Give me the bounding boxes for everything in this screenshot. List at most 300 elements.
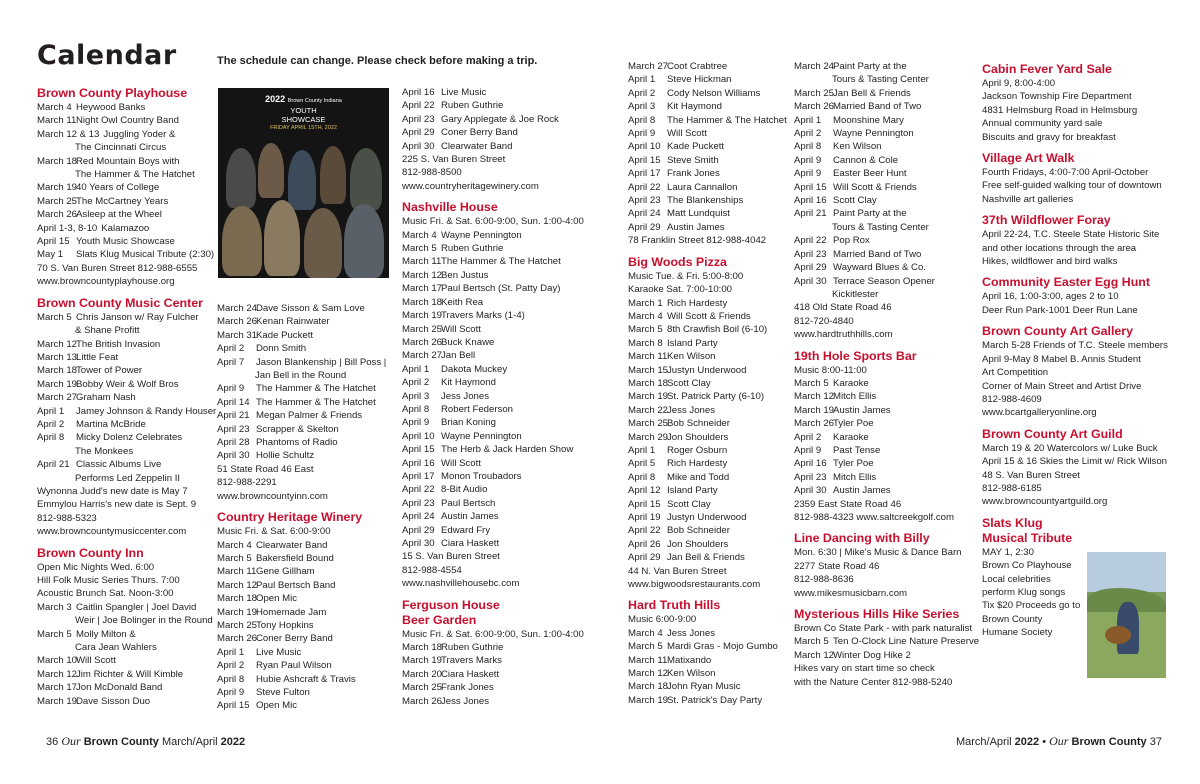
event-title: Brian Koning xyxy=(441,417,496,429)
event-row xyxy=(217,396,397,409)
event-date: April 14 xyxy=(217,396,250,408)
event-continuation: Tours & Tasting Center xyxy=(832,221,929,233)
event-date: March 12 xyxy=(37,668,77,680)
event-row xyxy=(37,364,212,377)
event-continuation: The Monkees xyxy=(75,445,134,457)
event-continuation: Kickitlester xyxy=(832,288,879,300)
event-date: March 19 xyxy=(628,391,668,403)
event-date: March 5 xyxy=(628,641,663,653)
event-title: Youth Music Showcase xyxy=(76,236,175,248)
event-date: March 12 xyxy=(794,649,834,661)
event-title: Gene Gillham xyxy=(256,566,315,578)
event-row xyxy=(794,248,974,261)
event-row xyxy=(628,511,788,524)
event-title: Martina McBride xyxy=(76,418,146,430)
event-row xyxy=(794,127,974,140)
event-date: April 22 xyxy=(402,484,435,496)
event-date: April 16 xyxy=(402,457,435,469)
event-row xyxy=(628,471,788,484)
venue-detail: 812-988-8500 xyxy=(402,167,462,179)
poster-title: YOUTH SHOWCASE xyxy=(281,106,326,124)
event-date: April 9 xyxy=(217,686,245,698)
calendar-column-1 xyxy=(37,86,217,708)
event-date: March 12 xyxy=(628,668,668,680)
event-row xyxy=(37,128,212,141)
event-date: April 22 xyxy=(628,181,661,193)
separator: • xyxy=(1042,736,1047,748)
event-title: Easter Beer Hunt xyxy=(833,168,907,180)
event-date: March 25 xyxy=(217,619,257,631)
venue-detail: 48 S. Van Buren Street xyxy=(982,469,1080,481)
event-row xyxy=(794,261,974,274)
event-title: Cannon & Cole xyxy=(833,154,899,166)
event-row xyxy=(794,377,974,390)
event-title: St. Patrick's Day Party xyxy=(667,694,763,706)
event-date: April 29 xyxy=(794,262,827,274)
calendar-column-3 xyxy=(402,86,587,708)
venue-detail: Karaoke Sat. 7:00-10:00 xyxy=(628,284,733,296)
event-date: March 5 xyxy=(37,311,72,323)
event-row xyxy=(217,423,397,436)
event-date: March 12 xyxy=(402,269,442,281)
event-title: Jim Richter & Will Kimble xyxy=(76,668,184,680)
event-title: Karaoke xyxy=(833,431,869,443)
event-title: Wayward Blues & Co. xyxy=(833,262,926,274)
event-date: March 26 xyxy=(402,695,442,707)
venue-detail: Fourth Fridays, 4:00-7:00 April-October xyxy=(982,167,1149,179)
event-date: April 28 xyxy=(217,437,250,449)
event-date: March 11 xyxy=(37,115,77,127)
event-title: Jess Jones xyxy=(441,390,489,402)
event-title: Matixando xyxy=(667,654,712,666)
event-title: Kit Haymond xyxy=(667,101,722,113)
event-date: March 11 xyxy=(402,256,442,268)
event-date: April 8 xyxy=(402,403,430,415)
event-date: March 5 xyxy=(402,243,437,255)
event-title: Moonshine Mary xyxy=(833,114,904,126)
event-continuation: & Shane Profitt xyxy=(75,325,140,337)
event-date: April 9 xyxy=(794,154,822,166)
event-row xyxy=(628,680,788,693)
event-title: Island Party xyxy=(667,337,718,349)
event-row xyxy=(217,632,397,645)
event-row xyxy=(794,154,974,167)
venue-detail: with the Nature Center 812-988-5240 xyxy=(794,676,953,688)
event-title: Island Party xyxy=(667,485,718,497)
venue-detail: www.mikesmusicbarn.com xyxy=(794,587,908,599)
event-title: Monon Troubadors xyxy=(441,470,522,482)
venue-detail: Emmylou Harris's new date is Sept. 9 xyxy=(37,499,197,511)
venue-detail: Music Tue. & Fri. 5:00-8:00 xyxy=(628,270,744,282)
event-title: Tyler Poe xyxy=(833,458,874,470)
event-row xyxy=(794,207,974,220)
venue-detail: 78 Franklin Street 812-988-4042 xyxy=(628,235,767,247)
event-date: April 8 xyxy=(37,432,65,444)
venue-detail: Brown Co Playhouse xyxy=(982,560,1072,572)
venue-detail: 812-988-4554 xyxy=(402,564,462,576)
event-row xyxy=(37,155,212,168)
event-title: Rich Hardesty xyxy=(667,297,728,309)
event-title: Will Scott xyxy=(441,457,481,469)
venue-detail: March 5-28 Friends of T.C. Steele members xyxy=(982,340,1168,352)
venue-detail: April 9-May 8 Mabel B. Annis Student xyxy=(982,353,1141,365)
event-title: Bob Schneider xyxy=(667,418,730,430)
event-title: The Blankenships xyxy=(667,195,744,207)
venue-detail: 51 State Road 46 East xyxy=(217,463,314,475)
venue-detail: Hikes vary on start time so check xyxy=(794,663,935,675)
venue-detail: www.nashvillehousebc.com xyxy=(402,578,520,590)
event-row xyxy=(628,431,788,444)
event-row xyxy=(37,195,212,208)
event-row xyxy=(37,248,215,261)
venue-detail: Free self-guided walking tour of downtown xyxy=(982,180,1162,192)
event-title: Jess Jones xyxy=(667,404,715,416)
venue-detail: Humane Society xyxy=(982,627,1053,639)
event-date: March 17 xyxy=(37,682,77,694)
event-date: March 5 xyxy=(37,628,72,640)
event-row xyxy=(217,673,397,686)
event-date: March 4 xyxy=(402,229,437,241)
event-row xyxy=(628,667,788,680)
event-date: March 27 xyxy=(402,350,442,362)
venue-detail: www.countryheritagewinery.com xyxy=(402,180,539,192)
event-date: April 21 xyxy=(37,459,70,471)
event-title: Clearwater Band xyxy=(441,140,513,152)
event-row xyxy=(628,377,788,390)
event-title: Scott Clay xyxy=(833,195,877,207)
musician-figure xyxy=(226,148,256,208)
event-row xyxy=(37,681,212,694)
event-date: April 1 xyxy=(628,444,656,456)
event-row xyxy=(402,403,587,416)
venue-detail: 2359 East State Road 46 xyxy=(794,498,902,510)
event-row xyxy=(402,457,587,470)
event-date: April 2 xyxy=(217,343,245,355)
event-title: Laura Cannallon xyxy=(667,181,738,193)
event-date: April 2 xyxy=(217,660,245,672)
event-row xyxy=(217,449,397,462)
event-row xyxy=(794,471,974,484)
issue-month: March/April xyxy=(161,736,218,748)
event-row xyxy=(217,436,397,449)
venue-detail: and other locations through the area xyxy=(982,242,1137,254)
event-row xyxy=(628,417,788,430)
event-date: March 18 xyxy=(37,155,77,167)
event-row xyxy=(794,484,974,497)
venue-detail: Music Fri. & Sat. 6:00-9:00, Sun. 1:00-4:00 xyxy=(402,216,584,228)
event-title: Paul Bertsch xyxy=(441,497,496,509)
event-title: St. Patrick Party (6-10) xyxy=(667,391,765,403)
event-row xyxy=(37,378,212,391)
event-date: April 5 xyxy=(628,458,656,470)
event-row xyxy=(402,363,587,376)
event-title: Jan Bell & Friends xyxy=(667,552,745,564)
schedule-notice: The schedule can change. Please check before making a trip. xyxy=(217,55,538,67)
event-row xyxy=(628,127,788,140)
event-date: March 1 xyxy=(628,297,663,309)
event-title: Past Tense xyxy=(833,444,881,456)
event-date: March 5 xyxy=(794,377,829,389)
event-date: March 18 xyxy=(628,681,668,693)
event-row xyxy=(628,221,788,234)
event-title: Jon McDonald Band xyxy=(76,682,163,694)
event-row xyxy=(217,302,397,315)
event-row xyxy=(628,484,788,497)
event-row xyxy=(37,338,212,351)
event-date: March 4 xyxy=(37,102,72,113)
event-date: April 3 xyxy=(402,390,430,402)
venue-detail: 70 S. Van Buren Street 812-988-6555 xyxy=(37,262,198,274)
event-row xyxy=(402,430,587,443)
event-date: March 19 xyxy=(402,310,442,322)
venue-detail: Music 8:00-11:00 xyxy=(794,364,867,376)
event-title: Will Scott & Friends xyxy=(667,310,751,322)
event-title: Open Mic xyxy=(256,700,298,712)
event-date: April 15 xyxy=(628,154,661,166)
venue-detail: Art Competition xyxy=(982,367,1049,379)
venue-detail: Hikes, wildflower and bird walks xyxy=(982,256,1118,268)
venue-detail: Music 6:00-9:00 xyxy=(628,614,697,626)
event-date: April 21 xyxy=(217,410,250,422)
event-title: Dave Sisson & Sam Love xyxy=(256,303,365,314)
event-row xyxy=(794,194,974,207)
event-date: March 29 xyxy=(628,431,668,443)
event-row xyxy=(628,627,788,640)
event-row xyxy=(37,222,212,235)
musician-figure xyxy=(258,143,284,198)
event-date: April 1 xyxy=(628,74,656,86)
event-date: March 19 xyxy=(217,606,257,618)
venue-heading: Musical Tribute xyxy=(982,530,1073,545)
event-date: March 12 xyxy=(37,338,77,350)
venue-heading: Beer Garden xyxy=(402,612,477,627)
event-date: April 17 xyxy=(628,168,661,180)
event-title: Mardi Gras - Mojo Gumbo xyxy=(667,641,778,653)
event-row xyxy=(628,100,788,113)
event-date: April 2 xyxy=(37,418,65,430)
event-row xyxy=(402,390,587,403)
event-title: Ciara Haskett xyxy=(441,538,500,549)
event-title: Phantoms of Radio xyxy=(256,437,338,449)
event-title: Gary Applegate & Joe Rock xyxy=(441,113,559,125)
event-title: Ruben Guthrie xyxy=(441,642,504,654)
event-title: Caitlin Spangler | Joel David xyxy=(76,601,197,613)
venue-heading: Brown County Art Gallery xyxy=(982,324,1133,339)
event-title: Ciara Haskett xyxy=(441,668,500,680)
event-title: Karaoke xyxy=(833,377,869,389)
event-title: John Ryan Music xyxy=(667,681,741,693)
event-title: Travers Marks xyxy=(441,655,502,667)
event-title: Cody Nelson Williams xyxy=(667,87,761,99)
musician-figure xyxy=(304,208,342,278)
event-title: 8-Bit Audio xyxy=(441,484,488,496)
event-row xyxy=(628,60,788,73)
venue-heading: Community Easter Egg Hunt xyxy=(982,275,1150,290)
event-title: Robert Federson xyxy=(441,403,513,415)
event-title: Frank Jones xyxy=(441,682,494,694)
event-date: April 9 xyxy=(628,128,656,140)
event-title: Wayne Pennington xyxy=(441,229,522,241)
event-title: Tyler Poe xyxy=(833,418,874,430)
event-title: Matt Lundquist xyxy=(667,208,730,220)
event-title: Rich Hardesty xyxy=(667,458,728,470)
event-row xyxy=(794,234,974,247)
event-date: March 19 xyxy=(37,695,77,707)
event-row xyxy=(628,87,788,100)
venue-detail: Hill Folk Music Series Thurs. 7:00 xyxy=(37,575,180,586)
event-date: March 17 xyxy=(402,283,442,295)
event-row xyxy=(217,565,397,578)
event-date: April 23 xyxy=(794,248,827,260)
event-row xyxy=(402,654,587,667)
event-title: Mitch Ellis xyxy=(833,391,877,403)
event-row xyxy=(628,457,788,470)
event-row xyxy=(794,431,974,444)
event-row xyxy=(37,654,212,667)
event-date: April 1 xyxy=(217,646,245,658)
event-title: The McCartney Years xyxy=(76,195,169,207)
event-title: Coner Berry Band xyxy=(256,633,333,645)
event-row xyxy=(217,315,397,328)
event-row xyxy=(628,73,788,86)
event-row xyxy=(402,309,587,322)
event-date: April 15 xyxy=(402,444,435,456)
event-date: April 2 xyxy=(628,87,656,99)
event-date: March 25 xyxy=(402,323,442,335)
event-title: Juggling Yoder & xyxy=(103,128,176,140)
event-date: March 24 xyxy=(217,303,257,314)
event-title: Jon Shoulders xyxy=(667,538,729,550)
event-row xyxy=(402,296,587,309)
venue-detail: April 9, 8:00-4:00 xyxy=(982,78,1056,89)
venue-detail: www.browncountyplayhouse.org xyxy=(37,276,175,288)
venue-detail: April 15 & 16 Skies the Limit w/ Rick Wilson xyxy=(982,456,1168,468)
event-row xyxy=(794,457,974,470)
event-continuation: Performs Led Zeppelin II xyxy=(75,472,181,484)
event-row xyxy=(402,113,587,126)
event-date: April 29 xyxy=(628,221,661,233)
event-continuation: Cara Jean Wahlers xyxy=(75,642,157,654)
musician-figure xyxy=(222,206,262,276)
event-row xyxy=(402,126,587,139)
event-title: Austin James xyxy=(833,485,891,497)
event-date: April 23 xyxy=(628,195,661,207)
event-title: Winter Dog Hike 2 xyxy=(833,649,911,661)
venue-detail: www.bigwoodsrestaurants.com xyxy=(628,579,761,591)
event-row xyxy=(217,646,397,659)
event-row xyxy=(217,659,397,672)
event-row xyxy=(37,114,212,127)
event-title: Kade Puckett xyxy=(667,141,725,153)
event-date: April 9 xyxy=(794,168,822,180)
event-row xyxy=(628,350,788,363)
event-row xyxy=(402,86,587,99)
event-date: April 24 xyxy=(402,511,435,523)
event-date: March 26 xyxy=(402,336,442,348)
event-date: March 26 xyxy=(217,633,257,645)
event-title: Pop Rox xyxy=(833,235,870,247)
event-title: Married Band of Two xyxy=(833,101,922,113)
venue-detail: Brown County xyxy=(982,613,1043,625)
event-row xyxy=(794,140,974,153)
event-row xyxy=(402,229,587,242)
event-date: March 26 xyxy=(794,418,834,430)
event-title: The Hammer & The Hatchet xyxy=(441,256,561,268)
event-date: March 18 xyxy=(217,593,257,605)
page-number: 36 xyxy=(46,736,59,748)
event-row xyxy=(628,390,788,403)
event-title: Mike and Todd xyxy=(667,471,730,483)
event-date: April 29 xyxy=(402,127,435,139)
event-date: March 8 xyxy=(628,337,663,349)
event-row xyxy=(794,60,974,73)
event-title: Homemade Jam xyxy=(256,606,327,618)
event-date: March 22 xyxy=(628,404,668,416)
event-title: Will Scott xyxy=(76,655,116,667)
event-date: March 19 xyxy=(37,182,77,194)
event-date: March 5 xyxy=(794,636,829,648)
venue-detail: Corner of Main Street and Artist Drive xyxy=(982,380,1142,392)
venue-heading: Country Heritage Winery xyxy=(217,510,363,525)
event-title: Wayne Pennington xyxy=(441,430,522,442)
event-title: Austin James xyxy=(833,404,891,416)
venue-detail: www.hardtruthhills.com xyxy=(794,329,893,341)
event-row xyxy=(37,208,212,221)
venue-detail: Open Mic Nights Wed. 6:00 xyxy=(37,561,155,573)
venue-heading: Brown County Playhouse xyxy=(37,86,188,100)
event-title: Ruben Guthrie xyxy=(441,243,504,255)
event-date: April 9 xyxy=(217,383,245,395)
venue-detail: 812-720-4840 xyxy=(794,315,854,327)
event-title: Hollie Schultz xyxy=(256,450,315,462)
calendar-column-5 xyxy=(794,60,980,689)
event-row xyxy=(794,167,974,180)
event-row xyxy=(794,649,974,662)
event-date: April 7 xyxy=(217,356,245,368)
event-row xyxy=(628,524,788,537)
event-row xyxy=(37,181,212,194)
event-title: Justyn Underwood xyxy=(667,364,747,376)
event-row xyxy=(794,275,974,288)
event-row xyxy=(628,654,788,667)
event-title: Tower of Power xyxy=(76,365,143,377)
event-row xyxy=(628,551,788,564)
event-date: April 23 xyxy=(217,423,250,435)
event-date: March 25 xyxy=(794,87,834,99)
venue-detail: Acoustic Brunch Sat. Noon-3:00 xyxy=(37,588,174,600)
event-row xyxy=(402,443,587,456)
event-row xyxy=(628,154,788,167)
venue-heading: Ferguson House xyxy=(402,597,500,612)
venue-detail: Deer Run Park-1001 Deer Run Lane xyxy=(982,304,1138,316)
venue-heading: Cabin Fever Yard Sale xyxy=(982,62,1112,76)
event-title: Kenan Rainwater xyxy=(256,316,330,328)
venue-detail: March 19 & 20 Watercolors w/ Luke Buck xyxy=(982,442,1158,454)
event-row xyxy=(402,641,587,654)
event-date: March 11 xyxy=(628,654,668,666)
event-date: April 30 xyxy=(402,538,435,549)
venue-detail: 2277 State Road 46 xyxy=(794,560,880,572)
event-row xyxy=(794,87,974,100)
event-title: Little Feat xyxy=(76,351,119,363)
event-title: Ten O-Clock Line Nature Preserve xyxy=(833,636,980,648)
issue-year: 2022 xyxy=(1014,736,1040,748)
venue-heading: Slats Klug xyxy=(982,515,1043,530)
event-date: March 5 xyxy=(217,552,252,564)
event-title: Paul Bertsch Band xyxy=(256,579,336,591)
event-date: April 9 xyxy=(402,417,430,429)
event-date: March 31 xyxy=(217,329,257,341)
